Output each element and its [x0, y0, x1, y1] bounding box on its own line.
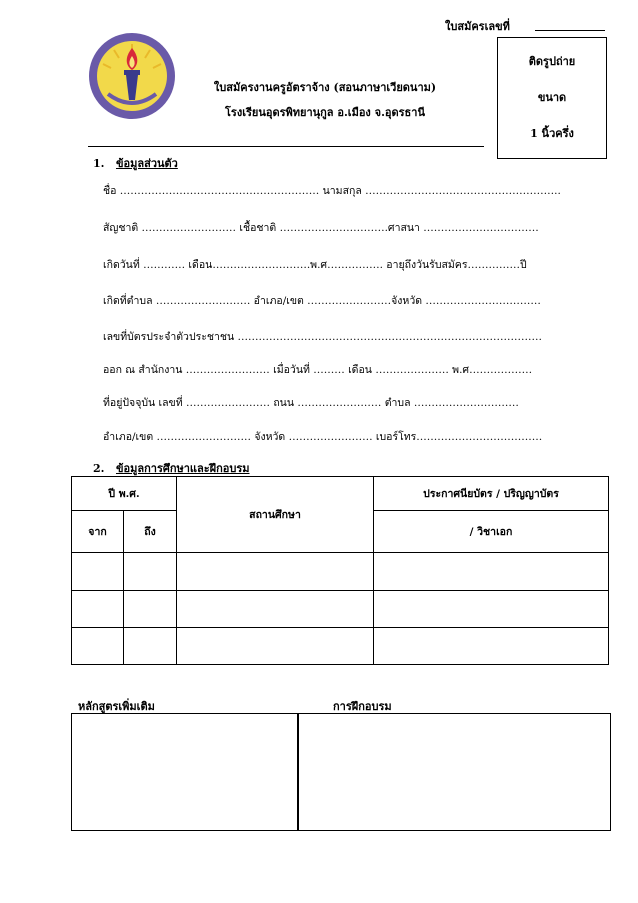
- photo-label-2: ขนาด: [537, 91, 567, 104]
- table-row: [72, 553, 609, 591]
- table-cell[interactable]: [124, 591, 177, 628]
- section1-title: ข้อมูลส่วนตัว: [115, 157, 178, 170]
- section1-heading: [93, 154, 178, 172]
- photo-label-1: ติดรูปถ่าย: [528, 55, 576, 68]
- application-number-field[interactable]: [535, 30, 605, 31]
- field-nationality[interactable]: สัญชาติ ……………………… เชื้อชาติ ………………………….ศาสนา ……………………………: [103, 222, 539, 234]
- courses-label: หลักสูตรเพิ่มเติม: [78, 700, 155, 713]
- section1-number: 1.: [93, 157, 105, 170]
- section2-heading: [93, 459, 250, 477]
- institution-header: สถานศึกษา: [177, 477, 374, 553]
- training-label: การฝึกอบรม: [333, 700, 392, 713]
- table-cell[interactable]: [72, 591, 124, 628]
- table-row: [72, 591, 609, 628]
- field-issued[interactable]: ออก ณ สำนักงาน …………………… เมื่อวันที่ ……… เดือน ………………… พ.ศ………………: [103, 364, 533, 376]
- table-cell[interactable]: [374, 553, 609, 591]
- table-cell[interactable]: [177, 628, 374, 665]
- application-number-label: ใบสมัครเลขที่: [445, 20, 510, 33]
- table-cell[interactable]: [374, 591, 609, 628]
- to-header: ถึง: [124, 511, 177, 553]
- table-cell[interactable]: [72, 628, 124, 665]
- field-birthplace[interactable]: เกิดที่ตำบล ……………………… อำเภอ/เขต ……………………จังหวัด ……………………………: [103, 295, 541, 307]
- major-header: / วิชาเอก: [374, 511, 609, 553]
- field-address[interactable]: ที่อยู่ปัจจุบัน เลขที่ …………………… ถนน …………………… ตำบล …………………………: [103, 397, 519, 409]
- photo-box: [497, 37, 607, 159]
- table-cell[interactable]: [72, 553, 124, 591]
- education-table: [71, 476, 609, 665]
- table-cell[interactable]: [374, 628, 609, 665]
- field-name[interactable]: ชื่อ ………………………………………………… นามสกุล ………………………………………………..: [103, 185, 561, 197]
- field-district-phone[interactable]: อำเภอ/เขต ……………………… จังหวัด …………………… เบอร์โทร………………………………: [103, 431, 543, 443]
- section2-title: ข้อมูลการศึกษาและฝึกอบรม: [115, 462, 250, 475]
- table-row: [72, 628, 609, 665]
- table-cell[interactable]: [124, 553, 177, 591]
- courses-box[interactable]: [71, 713, 299, 831]
- from-header: จาก: [72, 511, 124, 553]
- table-cell[interactable]: [177, 553, 374, 591]
- year-header: ปี พ.ศ.: [72, 477, 177, 511]
- photo-label-3: 1 นิ้วครึ่ง: [530, 127, 574, 140]
- table-cell[interactable]: [124, 628, 177, 665]
- school-name: โรงเรียนอุดรพิทยานุกูล อ.เมือง จ.อุดรธานี: [225, 106, 425, 119]
- table-cell[interactable]: [177, 591, 374, 628]
- degree-header: ประกาศนียบัตร / ปริญญาบัตร: [374, 477, 609, 511]
- field-id-card[interactable]: เลขที่บัตรประจำตัวประชาชน ……………………………………………………………………………: [103, 331, 543, 343]
- field-birthdate[interactable]: เกิดวันที่ ………… เดือน……………………….พ.ศ……………. อายุถึงวันรับสมัคร……………ปี: [103, 259, 527, 271]
- form-title: ใบสมัครงานครูอัตราจ้าง (สอนภาษาเวียดนาม): [213, 81, 437, 94]
- training-box[interactable]: [297, 713, 611, 831]
- section2-number: 2.: [93, 462, 105, 475]
- header-divider: [88, 146, 484, 147]
